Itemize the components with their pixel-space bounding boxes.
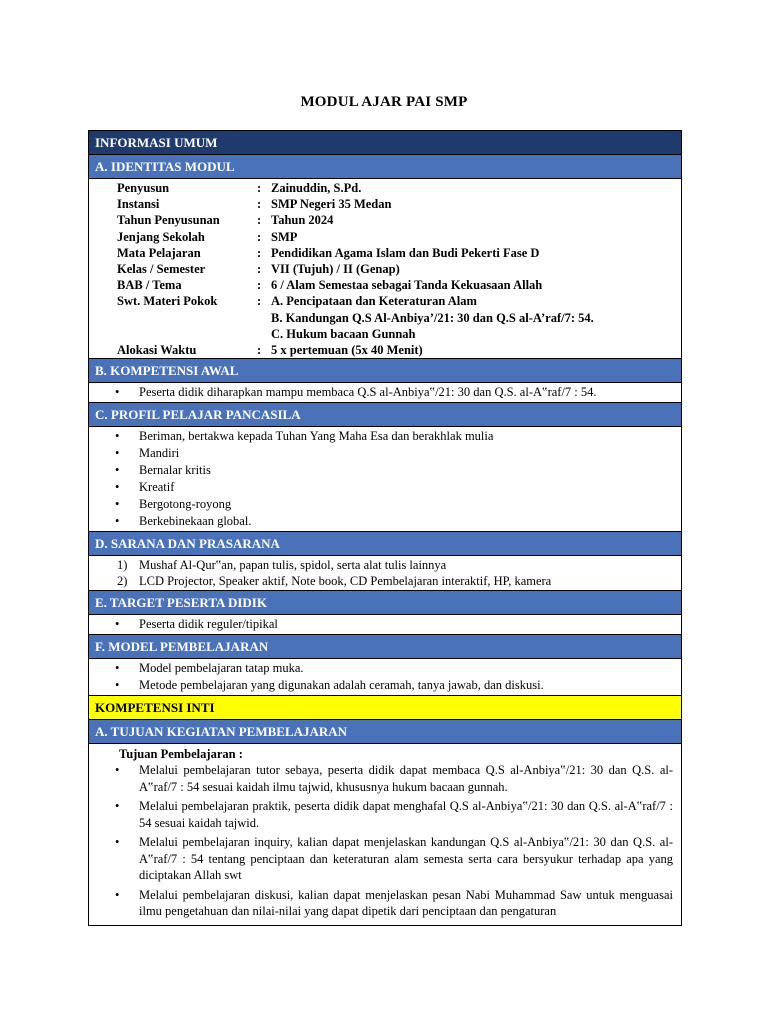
bullet-icon: • bbox=[115, 835, 120, 850]
colon: : bbox=[257, 262, 262, 277]
bullet-icon: • bbox=[115, 385, 120, 400]
list-item bbox=[115, 660, 681, 677]
identitas-value: SMP bbox=[271, 229, 298, 244]
colon: : bbox=[257, 278, 262, 293]
list-item-text: Berkebinekaan global. bbox=[139, 514, 252, 529]
identitas-row bbox=[117, 342, 681, 358]
materi-continuation: B. Kandungan Q.S Al-Anbiya’/21: 30 dan Q.S al-A’raf/7: 54. bbox=[271, 310, 594, 325]
identitas-modul-section bbox=[89, 179, 681, 359]
bullet-icon: • bbox=[115, 497, 120, 512]
bullet-list bbox=[89, 615, 681, 634]
identitas-key: Tahun Penyusunan bbox=[117, 213, 220, 228]
identitas-row bbox=[117, 245, 681, 261]
list-item bbox=[115, 798, 673, 831]
tujuan-kegiatan-section bbox=[89, 744, 681, 925]
bullet-icon: • bbox=[115, 463, 120, 478]
bullet-icon: • bbox=[115, 514, 120, 529]
colon: : bbox=[257, 213, 262, 228]
colon: : bbox=[257, 343, 262, 358]
identitas-key: Penyusun bbox=[117, 181, 170, 195]
list-item-text: Kreatif bbox=[139, 480, 175, 495]
list-item-text: Peserta didik reguler/tipikal bbox=[139, 617, 278, 632]
item-number: 1) bbox=[117, 558, 128, 573]
document-title: MODUL AJAR PAI SMP bbox=[300, 94, 468, 110]
target-peserta-section bbox=[89, 615, 681, 635]
list-item bbox=[115, 616, 681, 633]
identitas-key: Jenjang Sekolah bbox=[117, 229, 205, 244]
list-item-text: Model pembelajaran tatap muka. bbox=[139, 661, 304, 676]
identitas-value: Pendidikan Agama Islam dan Budi Pekerti Fase D bbox=[271, 245, 540, 260]
colon: : bbox=[257, 294, 262, 309]
list-item-text: LCD Projector, Speaker aktif, Note book, CD Pembelajaran interaktif, HP, kamera bbox=[139, 574, 552, 589]
bullet-icon: • bbox=[115, 617, 120, 632]
list-item bbox=[115, 479, 681, 496]
bullet-list bbox=[89, 427, 681, 531]
profil-pancasila-header: C. PROFIL PELAJAR PANCASILA bbox=[89, 403, 681, 427]
tujuan-kegiatan-header: A. TUJUAN KEGIATAN PEMBELAJARAN bbox=[89, 720, 681, 744]
identitas-key: Alokasi Waktu bbox=[117, 343, 197, 358]
list-item bbox=[115, 513, 681, 530]
identitas-key: Swt. Materi Pokok bbox=[117, 294, 218, 309]
profil-pancasila-section bbox=[89, 427, 681, 532]
bullet-icon: • bbox=[115, 763, 120, 778]
list-item-text: Beriman, bertakwa kepada Tuhan Yang Maha Esa dan berakhlak mulia bbox=[139, 429, 494, 444]
identitas-value: Zainuddin, S.Pd. bbox=[271, 181, 362, 195]
identitas-value: Tahun 2024 bbox=[271, 213, 334, 228]
identitas-list bbox=[89, 179, 681, 358]
list-item-text: Metode pembelajaran yang digunakan adalah ceramah, tanya jawab, dan diskusi. bbox=[139, 678, 544, 693]
kompetensi-inti-header: KOMPETENSI INTI bbox=[89, 696, 681, 720]
identitas-modul-header: A. IDENTITAS MODUL bbox=[89, 155, 681, 179]
identitas-key: Instansi bbox=[117, 197, 160, 212]
list-item bbox=[117, 557, 681, 573]
bullet-icon: • bbox=[115, 887, 120, 902]
item-number: 2) bbox=[117, 574, 128, 589]
target-peserta-header: E. TARGET PESERTA DIDIK bbox=[89, 591, 681, 615]
list-item bbox=[115, 384, 681, 401]
bullet-icon: • bbox=[115, 480, 120, 495]
tujuan-subheader: Tujuan Pembelajaran : bbox=[119, 747, 243, 762]
identitas-value: 5 x pertemuan (5x 40 Menit) bbox=[271, 343, 423, 358]
identitas-row bbox=[117, 229, 681, 245]
model-pembelajaran-section bbox=[89, 659, 681, 696]
identitas-value: 6 / Alam Semestaa sebagai Tanda Kekuasaan Allah bbox=[271, 278, 543, 293]
bullet-icon: • bbox=[115, 446, 120, 461]
kompetensi-awal-section bbox=[89, 383, 681, 403]
identitas-row bbox=[117, 261, 681, 277]
identitas-row bbox=[117, 212, 681, 228]
identitas-row bbox=[117, 180, 681, 196]
list-item bbox=[115, 445, 681, 462]
bullet-icon: • bbox=[115, 799, 120, 814]
list-item-text: Peserta didik diharapkan mampu membaca Q.S al-Anbiya‟/21: 30 dan Q.S. al-A‟raf/7 : 54. bbox=[139, 385, 597, 400]
identitas-row bbox=[117, 293, 681, 309]
identitas-key: BAB / Tema bbox=[117, 278, 182, 293]
colon: : bbox=[257, 245, 262, 260]
list-item-text: Melalui pembelajaran tutor sebaya, peserta didik dapat membaca Q.S al-Anbiya‟/21: 30 dan Q.S. al-A‟raf/7 : 54 sesuai kaidah ilmu tajwid, khususnya hukum bacaan gunnah. bbox=[139, 763, 673, 794]
identitas-value: SMP Negeri 35 Medan bbox=[271, 197, 392, 212]
identitas-row bbox=[117, 277, 681, 293]
identitas-key: Kelas / Semester bbox=[117, 262, 206, 277]
bullet-icon: • bbox=[115, 661, 120, 676]
colon: : bbox=[257, 197, 262, 212]
model-pembelajaran-header: F. MODEL PEMBELAJARAN bbox=[89, 635, 681, 659]
list-item bbox=[115, 428, 681, 445]
list-item-text: Bernalar kritis bbox=[139, 463, 211, 478]
list-item-text: Melalui pembelajaran diskusi, kalian dapat menjelaskan pesan Nabi Muhammad Saw untuk menguasai ilmu pengetahuan dan nilai-nilai yang dapat dipetik dari penciptaan dan pengaturan bbox=[139, 887, 673, 919]
list-item-text: Mandiri bbox=[139, 446, 180, 461]
list-item-text: Mushaf Al-Qur‟an, papan tulis, spidol, serta alat tulis lainnya bbox=[139, 558, 447, 573]
colon: : bbox=[257, 229, 262, 244]
sarana-prasarana-section bbox=[89, 556, 681, 591]
list-item bbox=[115, 762, 673, 795]
bullet-list bbox=[89, 383, 681, 402]
list-item bbox=[115, 496, 681, 513]
list-item bbox=[115, 462, 681, 479]
lesson-module-table bbox=[88, 130, 682, 926]
list-item bbox=[117, 573, 681, 589]
list-item-text: Melalui pembelajaran inquiry, kalian dapat menjelaskan kandungan Q.S al-Anbiya‟/21: 30 dan Q.S. al-A‟raf/7 : 54 tentang penciptaan dan keteraturan alam semesta serta cara bersyukur terhadap apa yang diciptakan Allah swt bbox=[139, 835, 673, 883]
sarana-prasarana-header: D. SARANA DAN PRASARANA bbox=[89, 532, 681, 556]
identitas-key: Mata Pelajaran bbox=[117, 245, 201, 260]
materi-continuation: C. Hukum bacaan Gunnah bbox=[271, 326, 416, 341]
numbered-list bbox=[89, 556, 681, 590]
bullet-list bbox=[115, 762, 673, 920]
list-item-text: Melalui pembelajaran praktik, peserta didik dapat menghafal Q.S al-Anbiya‟/21: 30 dan Q.S. al-A‟raf/7 : 54 sesuai kaidah tajwid. bbox=[139, 799, 673, 830]
tujuan-content bbox=[89, 744, 681, 925]
identitas-value: A. Pencipataan dan Keteraturan Alam bbox=[271, 294, 477, 309]
list-item-text: Bergotong-royong bbox=[139, 497, 232, 512]
identitas-value: VII (Tujuh) / II (Genap) bbox=[271, 262, 400, 277]
informasi-umum-header: INFORMASI UMUM bbox=[89, 131, 681, 155]
bullet-icon: • bbox=[115, 678, 120, 693]
list-item bbox=[115, 834, 673, 884]
bullet-icon: • bbox=[115, 429, 120, 444]
bullet-list bbox=[89, 659, 681, 695]
kompetensi-awal-header: B. KOMPETENSI AWAL bbox=[89, 359, 681, 383]
colon: : bbox=[257, 181, 262, 195]
identitas-row bbox=[117, 196, 681, 212]
list-item bbox=[115, 677, 681, 694]
list-item bbox=[115, 887, 673, 920]
